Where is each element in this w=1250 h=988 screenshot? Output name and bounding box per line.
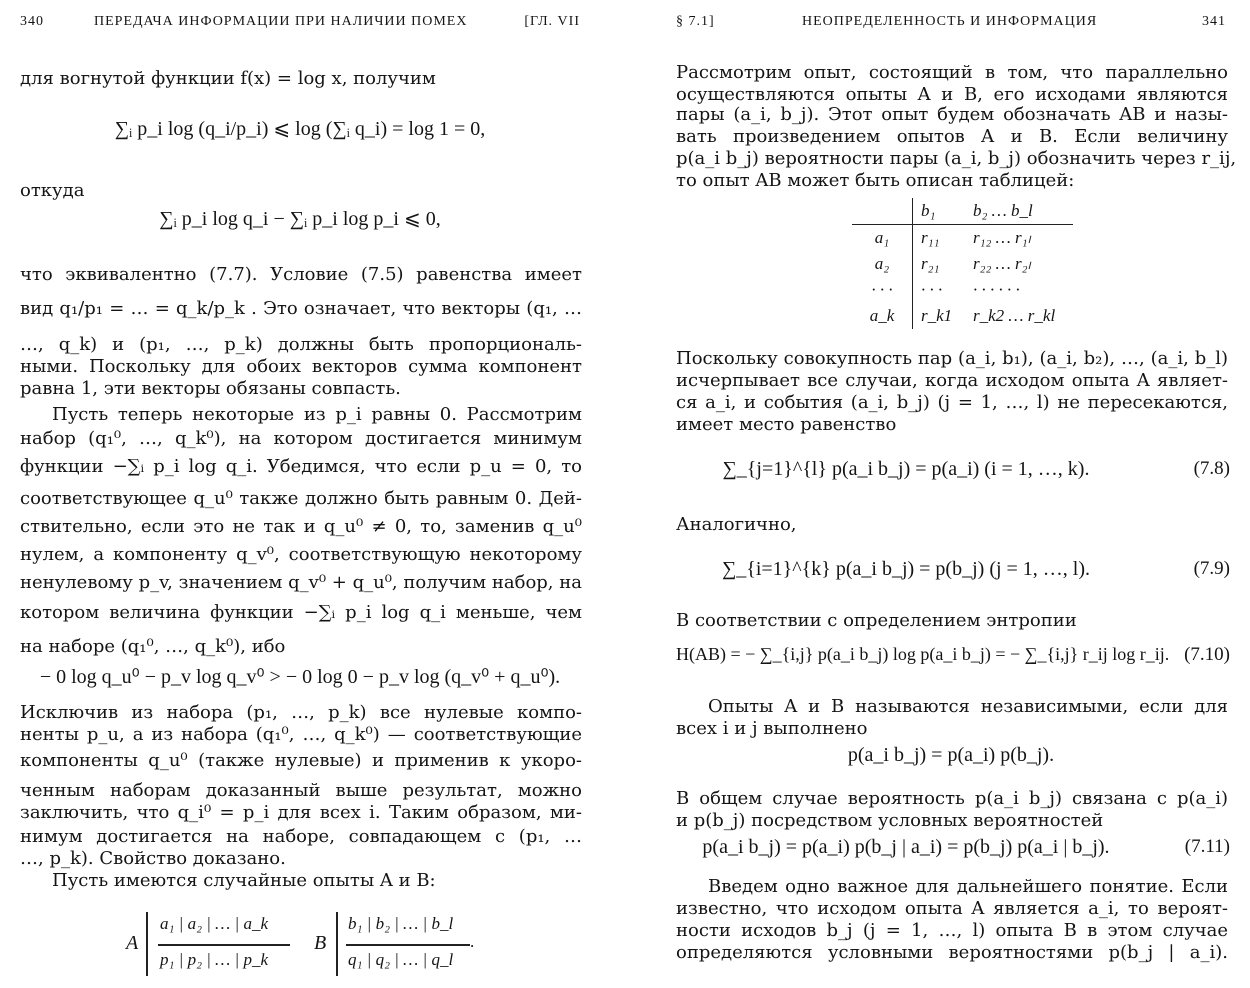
table-cell: r₁₁ [921, 228, 940, 247]
text-line: ствительно, если это не так и q_u⁰ ≠ 0, то, заменив q_u⁰ [20, 516, 582, 537]
table-cell: · · · [921, 280, 943, 299]
equation-7-11-number: (7.11) [1184, 836, 1230, 857]
text-line: на наборе (q₁⁰, …, q_k⁰), ибо [20, 636, 286, 657]
equation-inequality: − 0 log q_u⁰ − p_v log q_v⁰ > − 0 log 0 − p_v log (q_v⁰ + q_u⁰). [39, 666, 561, 688]
table-row [852, 277, 1073, 303]
table-cell: r_k2 … r_kl [973, 306, 1056, 325]
table-cell: r₂₁ [921, 254, 940, 273]
table-cell: · · · · · · [973, 280, 1020, 299]
text-line: что эквивалентно (7.7). Условие (7.5) равенства имеет [20, 264, 582, 285]
right-page-number: 341 [1202, 14, 1226, 29]
experiment-B-probabilities: q₁ | q₂ | … | q_l [348, 950, 454, 969]
table-cell: r₁₂ … r₁ₗ [973, 228, 1031, 247]
text-line: вать произведением опытов A и B. Если величину [676, 126, 1228, 147]
text-line: …, p_k). Свойство доказано. [20, 848, 286, 869]
text-line: ными. Поскольку для обоих векторов сумма компонент [20, 356, 582, 377]
table-row-label: a₂ [852, 251, 913, 277]
text-line: исчерпывает все случаи, когда исходом опыта A являет- [676, 370, 1228, 391]
experiment-B-bar [336, 912, 338, 976]
experiment-B-outcomes: b₁ | b₂ | … | b_l [348, 914, 454, 933]
text-line: нимум достигается на наборе, совпадающем с (p₁, … [20, 826, 582, 847]
text-line: то опыт AB может быть описан таблицей: [676, 170, 1075, 191]
text-line: набор (q₁⁰, …, q_k⁰), на котором достигается минимум [20, 428, 582, 449]
text-line: и p(b_j) посредством условных вероятностей [676, 810, 1104, 831]
text-line: котором величина функции −∑ᵢ p_i log q_i меньше, чем [20, 602, 582, 623]
equation-7-8: ∑_{j=1}^{l} p(a_i b_j) = p(a_i) (i = 1, …, k). [722, 458, 1090, 480]
left-running-header [20, 14, 584, 38]
text-line: имеет место равенство [676, 414, 897, 435]
text-line: Пусть имеются случайные опыты A и B: [52, 870, 436, 891]
table-header-cell: b₁ [913, 198, 966, 225]
text-line: ченным наборам доказанный выше результат, можно [20, 780, 582, 801]
text-line: откуда [20, 180, 85, 201]
right-running-header [676, 14, 1230, 38]
left-running-title: ПЕРЕДАЧА ИНФОРМАЦИИ ПРИ НАЛИЧИИ ПОМЕХ [94, 14, 468, 29]
right-running-title: НЕОПРЕДЕЛЕННОСТЬ И ИНФОРМАЦИЯ [802, 14, 1098, 29]
table-cell: r₂₂ … r₂ₗ [973, 254, 1031, 273]
text-line: пары (a_i, b_j). Этот опыт будем обозначать AB и назы- [676, 104, 1228, 125]
experiment-B-label: B [314, 932, 327, 954]
text-line: Введем одно важное для дальнейшего понятие. Если [708, 876, 1228, 897]
text-line: функции −∑ᵢ p_i log q_i. Убедимся, что если p_u = 0, то [20, 456, 582, 477]
table-row-label: · · · [852, 277, 913, 303]
text-line: Рассмотрим опыт, состоящий в том, что параллельно [676, 62, 1228, 83]
text-line: осуществляются опыты A и B, его исходами являются [676, 84, 1228, 105]
text-line: компоненты q_u⁰ (также нулевые) и применив к укоро- [20, 750, 582, 771]
text-line: В соответствии с определением энтропии [676, 610, 1077, 631]
text-line: для вогнутой функции f(x) = log x, получим [20, 68, 436, 89]
table-row [852, 303, 1073, 329]
text-line: заключить, что q_i⁰ = p_i для всех i. Таким образом, ми- [20, 802, 582, 823]
equation-jensen: ∑ᵢ p_i log (q_i/p_i) ⩽ log (∑ᵢ q_i) = log 1 = 0, [114, 118, 486, 140]
equation-7-9: ∑_{i=1}^{k} p(a_i b_j) = p(b_j) (j = 1, …, l). [721, 558, 1091, 580]
equation-7-8-number: (7.8) [1193, 458, 1230, 479]
experiment-A-outcomes: a₁ | a₂ | … | a_k [160, 914, 269, 933]
text-line: ненулевому p_v, значением q_v⁰ + q_u⁰, получим набор, на [20, 572, 582, 593]
text-line: всех i и j выполнено [676, 718, 868, 739]
equation-7-10-number: (7.10) [1184, 644, 1230, 665]
text-line: ности исходов b_j (j = 1, …, l) опыта B в этом случае [676, 920, 1228, 941]
text-line: Исключив из набора (p₁, …, p_k) все нулевые компо- [20, 702, 582, 723]
experiment-A-bar [146, 912, 148, 976]
left-chapter: [ГЛ. VII [524, 14, 580, 29]
equation-gibbs: ∑ᵢ p_i log q_i − ∑ᵢ p_i log p_i ⩽ 0, [159, 208, 441, 230]
text-line: …, q_k) и (p₁, …, p_k) должны быть пропорциональ- [20, 334, 582, 355]
text-line: ненты p_u, а из набора (q₁⁰, …, q_k⁰) — соответствующие [20, 724, 582, 745]
table-row-label: a_k [852, 303, 913, 329]
joint-probability-table [852, 198, 1073, 329]
text-line: Аналогично, [676, 514, 797, 535]
table-header-cell: b₂ … b_l [965, 198, 1073, 225]
equation-7-10: H(AB) = − ∑_{i,j} p(a_i b_j) log p(a_i b_j) = − ∑_{i,j} r_ij log r_ij. [676, 644, 1170, 664]
experiment-A-probabilities: p₁ | p₂ | … | p_k [160, 950, 269, 969]
text-line: известно, что исходом опыта A является a_i, то вероят- [676, 898, 1228, 919]
experiment-A-fraction-line [158, 944, 290, 946]
text-line: нулем, а компоненту q_v⁰, соответствующую некоторому [20, 544, 582, 565]
equation-independence: p(a_i b_j) = p(a_i) p(b_j). [847, 744, 1055, 766]
right-page [640, 0, 1246, 988]
text-line: вид q₁/p₁ = … = q_k/p_k . Это означает, что векторы (q₁, … [20, 298, 582, 319]
experiment-B-fraction-line [346, 944, 470, 946]
left-page [0, 0, 600, 988]
table-row [852, 225, 1073, 252]
table-row-label: a₁ [852, 225, 913, 252]
text-line: Пусть теперь некоторые из p_i равны 0. Рассмотрим [52, 404, 582, 425]
experiment-A-label: A [126, 932, 139, 954]
text-line: определяются условными вероятностями p(b_j | a_i). [676, 942, 1228, 963]
text-line: соответствующее q_u⁰ также должно быть равным 0. Дей- [20, 488, 582, 509]
equation-7-11: p(a_i b_j) = p(a_i) p(b_j | a_i) = p(b_j) p(a_i | b_j). [702, 836, 1110, 858]
text-line: Опыты A и B называются независимыми, если для [708, 696, 1228, 717]
experiment-B-end: . [470, 932, 475, 951]
text-line: Поскольку совокупность пар (a_i, b₁), (a_i, b₂), …, (a_i, b_l) [676, 348, 1228, 369]
table-header-row [852, 198, 1073, 225]
left-page-number: 340 [20, 14, 44, 29]
text-line: ся a_i, и события (a_i, b_j) (j = 1, …, l) не пересекаются, [676, 392, 1228, 413]
text-line: В общем случае вероятность p(a_i b_j) связана с p(a_i) [676, 788, 1228, 809]
table-corner-cell [852, 198, 913, 225]
right-section: § 7.1] [676, 14, 715, 29]
text-line: равна 1, эти векторы обязаны совпасть. [20, 378, 401, 399]
text-line: p(a_i b_j) вероятности пары (a_i, b_j) обозначить через r_ij, [676, 148, 1237, 169]
table-cell: r_k1 [921, 306, 953, 325]
table-row [852, 251, 1073, 277]
equation-7-9-number: (7.9) [1193, 558, 1230, 579]
